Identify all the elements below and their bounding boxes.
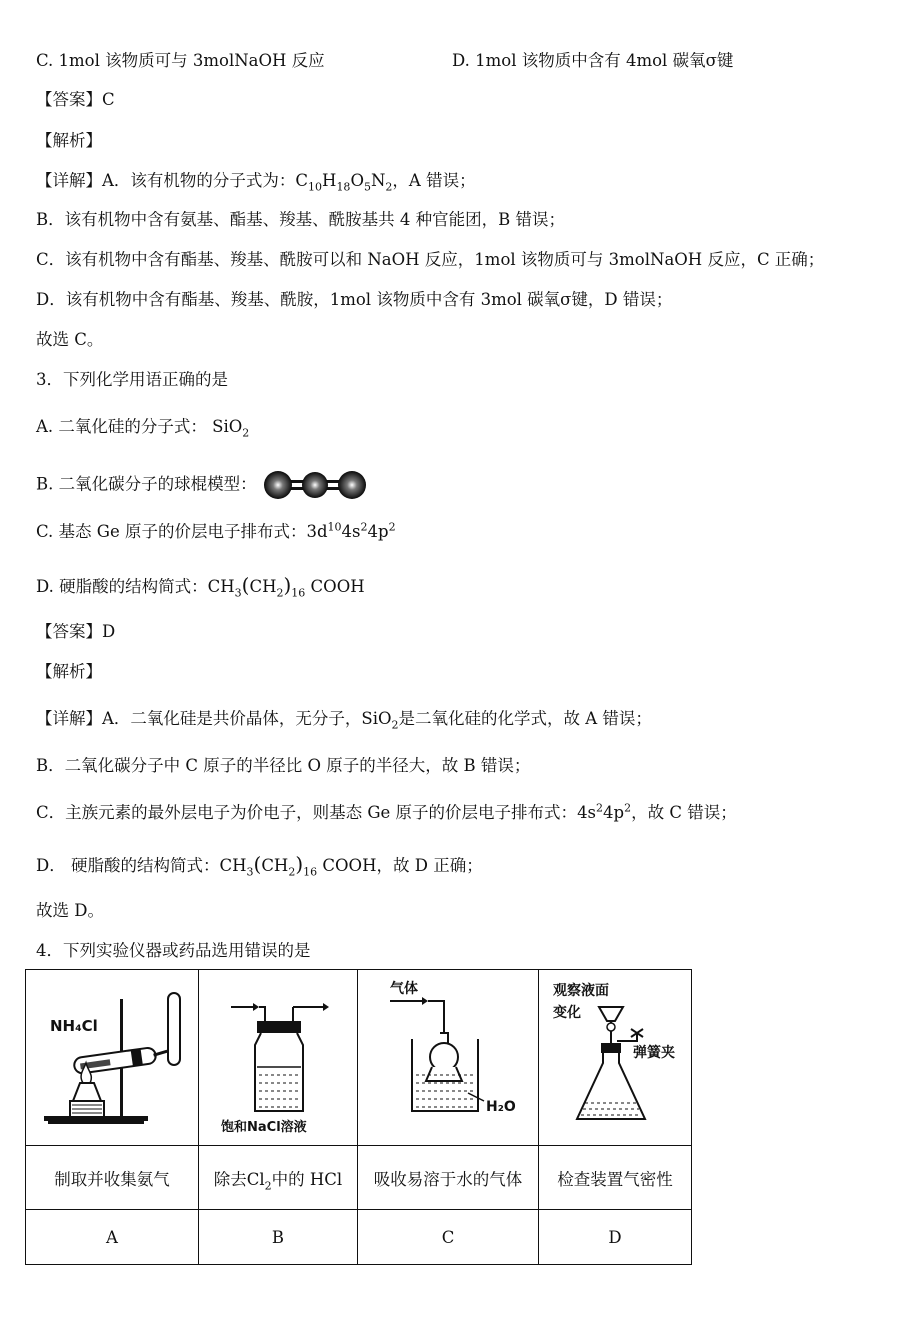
q3-detail-c: C．主族元素的最外层电子为价电子，则基态 Ge 原子的价层电子排布式：$4s^24p^2$，故 C 错误；	[36, 801, 737, 822]
q2-detail-a: 【详解】A．该有机物的分子式为：$C_{10}H_{18}O_5N_2$，A 错误；	[36, 171, 476, 194]
gas-absorption-funnel-drawing	[360, 971, 536, 1141]
caption-d: 检查装置气密性	[539, 1146, 692, 1210]
q2-detail-c: C．该有机物中含有酯基、羧基、酰胺可以和 NaOH 反应，1mol 该物质可与 3molNaOH 反应，C 正确；	[36, 250, 825, 269]
q3-option-c: C. 基态 Ge 原子的价层电子排布式：$3d^{10}4s^24p^2$	[36, 520, 396, 541]
q2-analysis-heading: 【解析】	[36, 131, 102, 150]
figure-a-cell	[26, 970, 199, 1146]
figure-d-cell	[539, 970, 692, 1146]
caption-b: 除去$Cl_2$中的 HCl	[199, 1146, 358, 1210]
q2-detail-d: D．该有机物中含有酯基、羧基、酰胺，1mol 该物质中含有 3mol 碳氧σ键，D 错误；	[36, 290, 673, 309]
co2-ball-stick-model	[263, 468, 367, 502]
option-label-c: C	[358, 1210, 539, 1265]
q2-conclusion: 故选 C。	[36, 330, 104, 349]
q2-option-c: C. 1mol 该物质可与 3molNaOH 反应	[36, 51, 325, 70]
q2-detail-b: B．该有机物中含有氨基、酯基、羧基、酰胺基共 4 种官能团，B 错误；	[36, 210, 565, 229]
svg-text:变化: 变化	[553, 1004, 581, 1021]
gas-washing-bottle-drawing	[201, 971, 355, 1141]
q3-stem: 3．下列化学用语正确的是	[36, 370, 228, 389]
q4-stem: 4．下列实验仪器或药品选用错误的是	[36, 941, 311, 960]
figure-b-cell	[199, 970, 358, 1146]
q3-option-d: D. 硬脂酸的结构简式：$CH_3(CH_2)_{16}$ COOH	[36, 573, 365, 600]
ammonia-apparatus-drawing	[28, 971, 196, 1141]
figure-c-cell	[358, 970, 539, 1146]
caption-c: 吸收易溶于水的气体	[358, 1146, 539, 1210]
caption-a: 制取并收集氨气	[26, 1146, 199, 1210]
svg-text:气体: 气体	[390, 980, 418, 997]
q3-option-b: B. 二氧化碳分子的球棍模型：	[36, 468, 367, 502]
airtightness-check-drawing	[541, 971, 689, 1141]
svg-text:弹簧夹: 弹簧夹	[633, 1044, 675, 1061]
q2-option-d: D. 1mol 该物质中含有 4mol 碳氧σ键	[452, 51, 734, 70]
svg-text:饱和NaCl溶液: 饱和NaCl溶液	[221, 1119, 307, 1135]
svg-text:观察液面: 观察液面	[553, 982, 609, 999]
q3-detail-a: 【详解】A．二氧化硅是共价晶体，无分子，SiO$_2$是二氧化硅的化学式，故 A 错误；	[36, 709, 652, 732]
experiment-table	[25, 969, 692, 1265]
q3-answer: 【答案】D	[36, 622, 116, 641]
option-label-a: A	[26, 1210, 199, 1265]
svg-text:H₂O: H₂O	[486, 1098, 516, 1115]
q3-analysis-heading: 【解析】	[36, 662, 102, 681]
q3-conclusion: 故选 D。	[36, 901, 104, 920]
q3-detail-b: B．二氧化碳分子中 C 原子的半径比 O 原子的半径大，故 B 错误；	[36, 756, 531, 775]
option-label-b: B	[199, 1210, 358, 1265]
q3-option-a: A. 二氧化硅的分子式： SiO$_2$	[36, 417, 250, 440]
q2-answer: 【答案】C	[36, 90, 115, 109]
option-label-d: D	[539, 1210, 692, 1265]
q3-detail-d: D． 硬脂酸的结构简式：$CH_3(CH_2)_{16}$ COOH，故 D 正确；	[36, 852, 483, 879]
svg-text:NH₄Cl: NH₄Cl	[50, 1016, 98, 1035]
